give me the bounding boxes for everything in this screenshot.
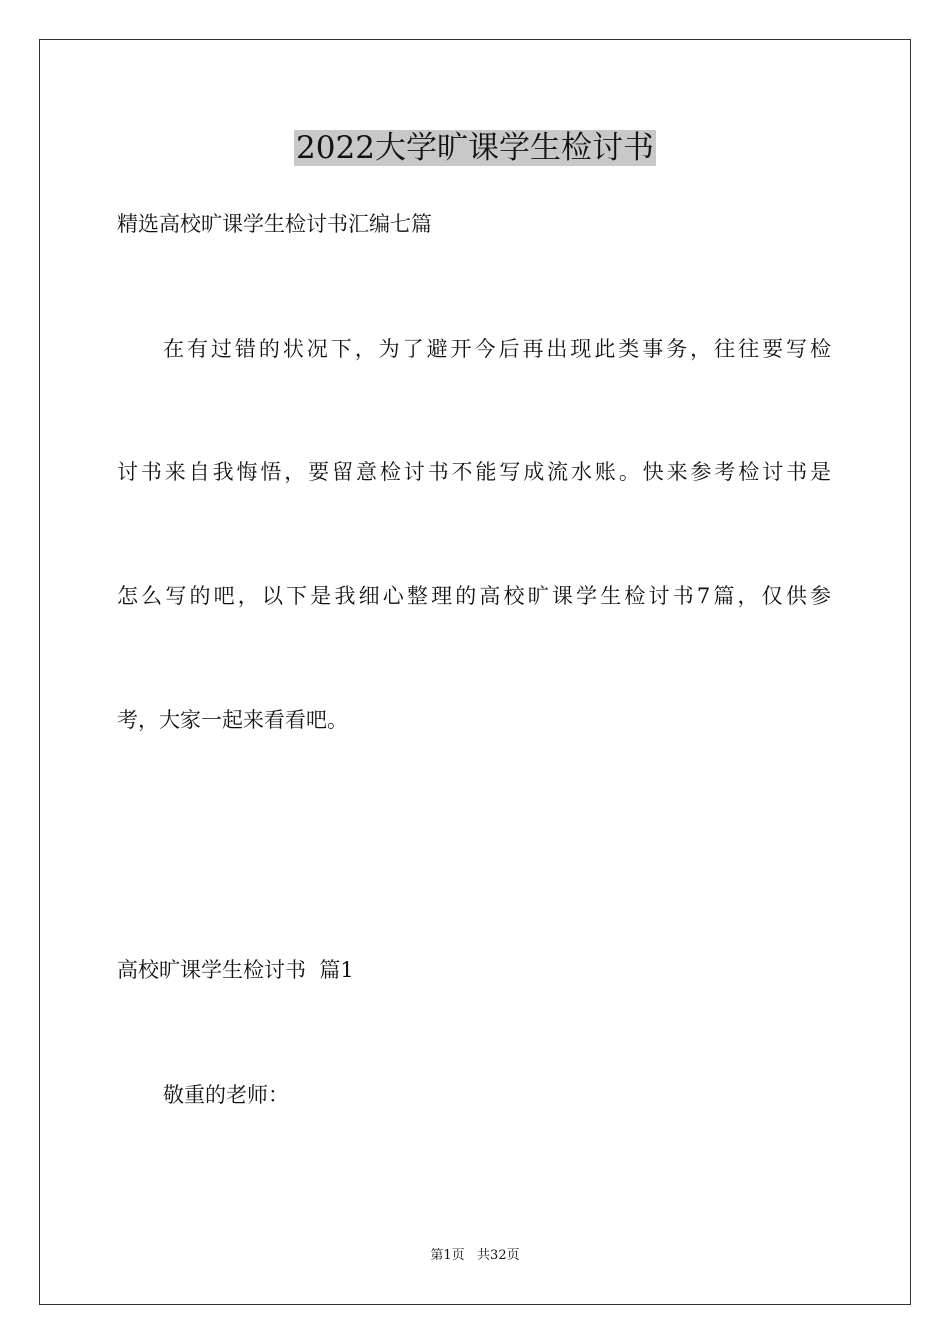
intro-line-2: 讨书来自我悔悟，要留意检讨书不能写成流水账。快来参考检讨书是 [117,460,831,484]
intro-line-4: 考，大家一起来看看吧。 [117,708,348,732]
page-footer: 第1页 共32页 [430,1248,520,1263]
salutation: 敬重的老师： [163,1083,289,1107]
section-heading: 高校旷课学生检讨书 篇1 [117,958,354,982]
document-subtitle: 精选高校旷课学生检讨书汇编七篇 [117,212,432,236]
document-title [0,126,950,170]
intro-line-3: 怎么写的吧，以下是我细心整理的高校旷课学生检讨书7篇，仅供参 [117,584,831,608]
intro-line-1: 在有过错的状况下，为了避开今后再出现此类事务，往往要写检 [163,337,831,361]
document-title-text: 2022大学旷课学生检讨书 [296,130,654,166]
